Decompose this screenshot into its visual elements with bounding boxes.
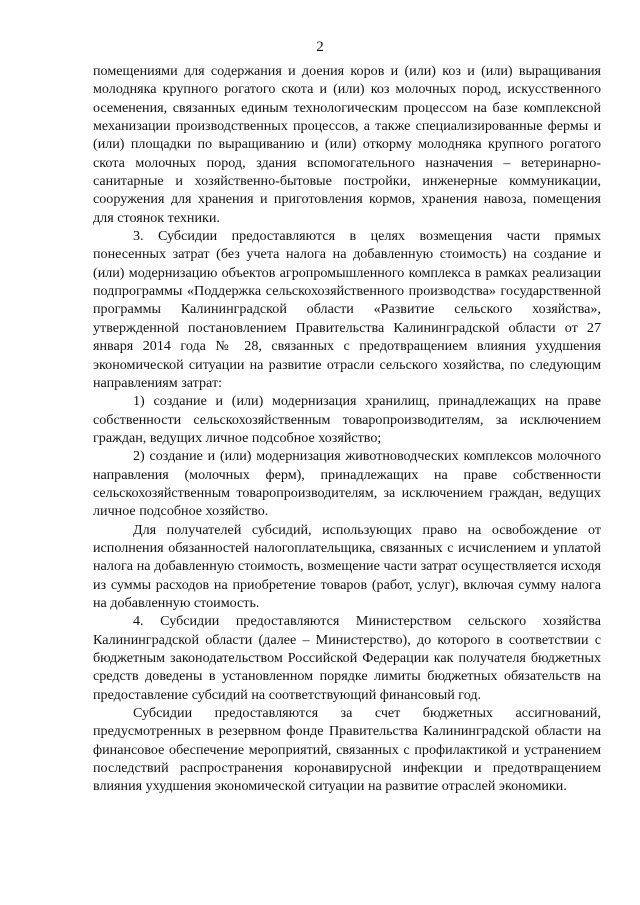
paragraph-subitem-2: 2) создание и (или) модернизация животноводческих комплексов молочного направления (молочных ферм), принадлежащих на праве собственности сельскохозяйственным товаропроизводителям, за исключением граждан, ведущих личное подсобное хозяйство.: [93, 448, 601, 520]
paragraph-item-4: 4. Субсидии предоставляются Министерством сельского хозяйства Калининградской области (далее – Министерство), до которого в соответствии с бюджетным законодательством Российской Федерации как получателя бюджетных средств доведены в установленном порядке лимиты бюджетных обязательств на предоставление субсидий на соответствующий финансовый год.: [93, 613, 601, 703]
paragraph-vat-exemption: Для получателей субсидий, использующих право на освобождение от исполнения обязанностей налогоплательщика, связанных с исчислением и уплатой налога на добавленную стоимость, возмещение части затрат осуществляется исходя из суммы расходов на приобретение товаров (работ, услуг), включая сумму налога на добавленную стоимость.: [93, 521, 601, 611]
paragraph-item-3: 3. Субсидии предоставляются в целях возмещения части прямых понесенных затрат (без учета налога на добавленную стоимость) на создание и (или) модернизацию объектов агропромышленного комплекса в рамках реализации подпрограммы «Поддержка сельскохозяйственного производства» государственной программы Калининградской области «Развитие сельского хозяйства», утвержденной постановлением Правительства Калининградской области от 27 января 2014 года № 28, связанных с предотвращением влияния ухудшения экономической ситуации на развитие отрасли сельского хозяйства, по следующим направлениям затрат:: [93, 228, 601, 391]
page-number: 2: [316, 39, 324, 55]
paragraph-subitem-1: 1) создание и (или) модернизация хранилищ, принадлежащих на праве собственности сельскохозяйственным товаропроизводителям, за исключением граждан, ведущих личное подсобное хозяйство;: [93, 393, 601, 446]
paragraph-continuation: помещениями для содержания и доения коров и (или) коз и (или) выращивания молодняка крупного рогатого скота и (или) коз молочных пород, искусственного осеменения, связанных единым технологическим процессом на базе комплексной механизации производственных процессов, а также специализированные фермы и (или) площадки по выращиванию и (или) откорму молодняка крупного рогатого скота молочных пород, здания вспомогательного назначения – ветеринарно-санитарные и хозяйственно-бытовые постройки, инженерные коммуникации, сооружения для хранения и приготовления кормов, хранения навоза, помещения для стоянок техники.: [93, 63, 601, 226]
paragraph-funding-source: Субсидии предоставляются за счет бюджетных ассигнований, предусмотренных в резервном фонде Правительства Калининградской области на финансовое обеспечение мероприятий, связанных с профилактикой и устранением последствий распространения коронавирусной инфекции и предотвращением влияния ухудшения экономической ситуации на развитие отраслей экономики.: [93, 705, 601, 795]
document-body: [93, 62, 601, 796]
